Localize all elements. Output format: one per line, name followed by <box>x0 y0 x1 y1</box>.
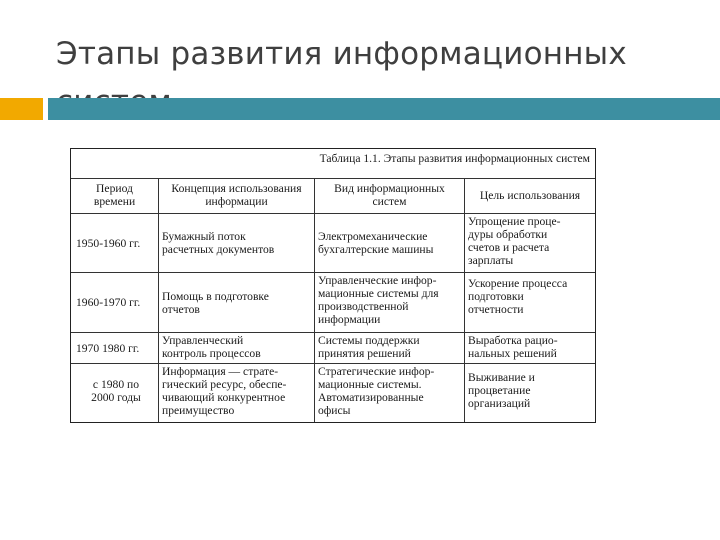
table-cell: Электромеханические бухгалтерские машины <box>318 230 434 256</box>
table-rule <box>71 272 595 273</box>
table-cell: Помощь в подготовке отчетов <box>162 289 269 316</box>
table-rule <box>71 363 595 364</box>
table-cell-period: с 1980 по 2000 годы <box>91 378 141 404</box>
table-cell: Ускорение процесса подготовки отчетности <box>468 277 568 316</box>
table-header-cell: Вид информационных систем <box>334 182 445 208</box>
table-cell: Стратегические инфор- мационные системы. Автоматизированные офисы <box>318 365 435 417</box>
table-cell: Управленческий контроль процессов <box>162 334 261 360</box>
table-cell: Бумажный поток расчетных документов <box>162 230 275 256</box>
table-caption: Таблица 1.1. Этапы развития информационных систем <box>319 152 590 165</box>
table-cell: Системы поддержки принятия решений <box>318 334 420 360</box>
table-cell-period: 1960-1970 гг. <box>76 296 141 309</box>
table-cell-period: 1950-1960 гг. <box>76 236 141 250</box>
slide-title: Этапы развития информационных <box>56 36 627 72</box>
table-header-cell: Концепция использования информации <box>171 182 302 208</box>
table-rule <box>71 178 595 179</box>
table-cell: Упрощение проце- дуры обработки счетов и расчета зарплаты <box>468 215 561 267</box>
accent-square <box>0 98 43 120</box>
accent-bar <box>48 98 720 120</box>
table-cell-period: 1970 1980 гг. <box>76 341 140 355</box>
table-image <box>70 148 596 423</box>
table-cell: Информация — страте- гический ресурс, обеспе- чивающий конкурентное преимущество <box>162 365 287 417</box>
table-rule <box>71 332 595 333</box>
table-header-cell: Цель использования <box>479 189 581 202</box>
table-cell: Выработка рацио- нальных решений <box>468 334 558 360</box>
table-cell: Управленческие инфор- мационные системы для производственной информации <box>318 274 439 326</box>
table-header-cell: Период времени <box>93 182 136 208</box>
table-cell: Выживание и процветание организаций <box>468 371 535 410</box>
table-rule <box>71 213 595 214</box>
